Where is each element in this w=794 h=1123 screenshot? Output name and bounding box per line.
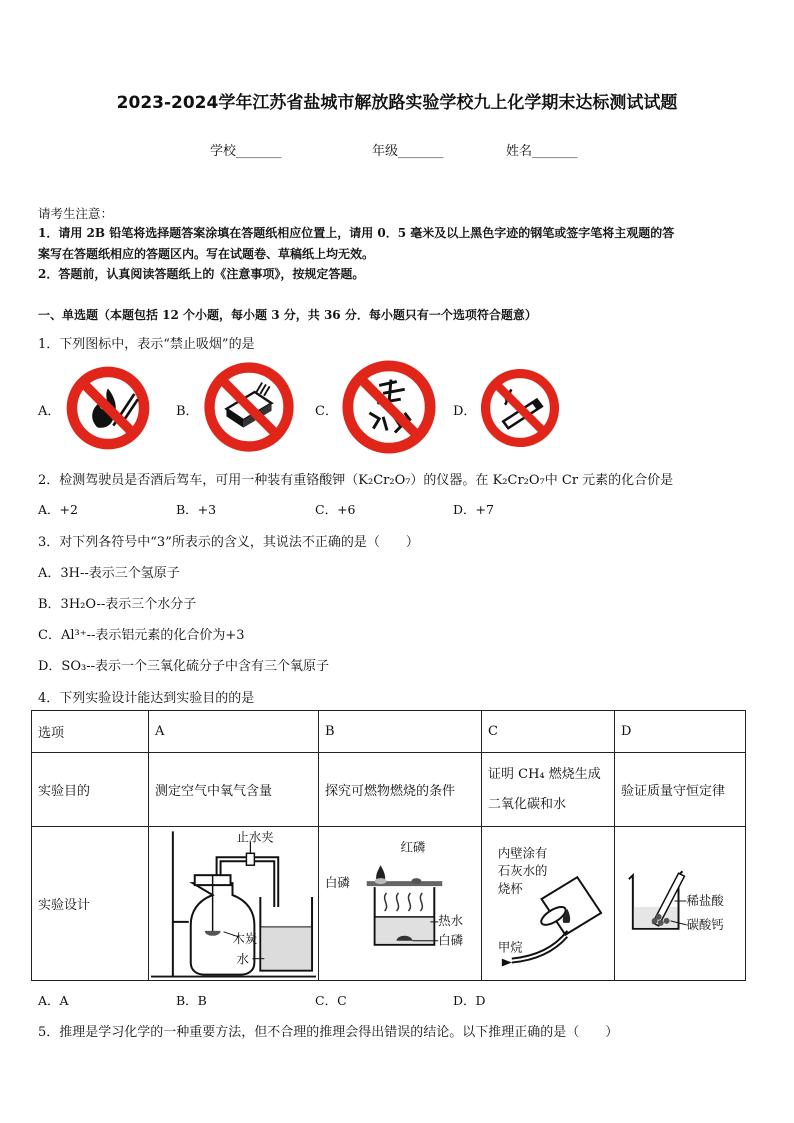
figure-c-cell [482,827,615,981]
figure-b-cell [319,827,482,981]
table-header-cell: D [615,711,746,753]
q3-stem: 3．对下列各符号中“3”所表示的含义，其说法不正确的是（ ） [38,535,419,550]
label-white-phosphorus-bottom: 白磷 [438,932,464,948]
figure-a-cell [149,827,319,981]
q1-label-a: A． [38,404,61,419]
q2-option-c: C．+6 [315,502,356,517]
label-hot-water: 热水 [438,912,464,928]
no-fireworks-sign-icon [340,358,438,456]
notice-item2: 2．答题前，认真阅读答题纸上的《注意事项》，按规定答题。 [38,267,365,281]
notice-item1-line2: 案写在答题纸相应的答题区内。写在试题卷、草稿纸上均无效。 [38,247,375,261]
no-matches-sign-icon [202,360,296,454]
label-white-phosphorus-top: 白磷 [324,875,350,891]
label-dilute-hcl: 稀盐酸 [686,892,724,908]
q4-option-c: C．C [315,993,347,1008]
page-title: 2023-2024学年江苏省盐城市解放路实验学校九上化学期末达标测试试题 [116,93,678,113]
q4-option-b: B．B [176,993,207,1008]
table-row [32,753,746,827]
figure-d-mass-conservation [615,827,745,980]
table-cell: 测定空气中氧气含量 [149,753,319,827]
notice-item1-line1: 1．请用 2B 铅笔将选择题答案涂填在答题纸相应位置上，请用 0．5 毫米及以上黑色字迹的钢笔或签字笔将主观题的答 [38,226,675,240]
label-clip: 止水夹 [236,829,274,845]
q3-option-a: A．3H--表示三个氢原子 [38,566,180,581]
figure-c-methane-apparatus [482,827,614,980]
label-calcium-carbonate: 碳酸钙 [686,916,724,932]
no-fire-match-sign-icon [64,364,152,452]
no-smoking-sign-icon [478,366,562,450]
label-methane: 甲烷 [497,939,523,955]
notice-heading: 请考生注意： [38,206,114,221]
purpose-c-line2: 二氧化碳和水 [488,796,567,812]
label-charcoal: 木炭 [232,930,258,946]
table-row [32,827,746,981]
q1-label-d: D． [453,404,477,419]
q4-option-a: A．A [38,993,69,1008]
q3-option-b: B．3H₂O--表示三个水分子 [38,597,197,612]
experiment-table [31,710,746,981]
table-row-label: 实验目的 [32,753,149,827]
name-field: 姓名_______ [506,144,578,159]
grade-field: 年级_______ [372,144,444,159]
section-heading: 一、单选题（本题包括 12 个小题，每小题 3 分，共 36 分．每小题只有一个选项符合题意） [38,308,537,322]
school-field: 学校_______ [210,144,282,159]
table-row [32,711,746,753]
table-cell: 验证质量守恒定律 [615,753,746,827]
q1-label-b: B． [176,404,199,419]
table-header-cell: A [149,711,319,753]
table-cell [482,753,615,827]
figure-a-oxygen-apparatus [149,827,318,980]
q3-option-d: D．SO₃--表示一个三氧化硫分子中含有三个氧原子 [38,659,329,674]
figure-d-cell [615,827,746,981]
q2-stem: 2．检测驾驶员是否酒后驾车，可用一种装有重铬酸钾（K₂Cr₂O₇）的仪器。在 K₂Cr₂O₇中 Cr 元素的化合价是 [38,473,674,488]
q4-option-d: D．D [453,993,486,1008]
table-row-label: 实验设计 [32,827,149,981]
q2-option-b: B．+3 [176,502,217,517]
q3-option-c: C．Al³⁺--表示铝元素的化合价为+3 [38,628,245,643]
label-inner-wall-1: 内壁涂有 [497,845,548,861]
table-cell: 探究可燃物燃烧的条件 [319,753,482,827]
table-header-cell: B [319,711,482,753]
figure-b-combustion-apparatus [319,827,481,980]
table-header-cell: C [482,711,615,753]
q2-option-a: A．+2 [38,502,78,517]
label-water: 水 [236,951,249,967]
q1-label-c: C． [315,404,338,419]
table-header-cell: 选项 [32,711,149,753]
q5-stem: 5．推理是学习化学的一种重要方法，但不合理的推理会得出错误的结论。以下推理正确的是（ ） [38,1025,619,1040]
label-red-phosphorus: 红磷 [400,839,426,855]
label-inner-wall-3: 烧杯 [497,881,523,897]
q2-option-d: D．+7 [453,502,494,517]
q1-stem: 1．下列图标中，表示“禁止吸烟”的是 [38,337,255,352]
label-inner-wall-2: 石灰水的 [497,863,548,879]
purpose-c-line1: 证明 CH₄ 燃烧生成 [488,766,601,782]
q4-stem: 4．下列实验设计能达到实验目的的是 [38,691,255,706]
